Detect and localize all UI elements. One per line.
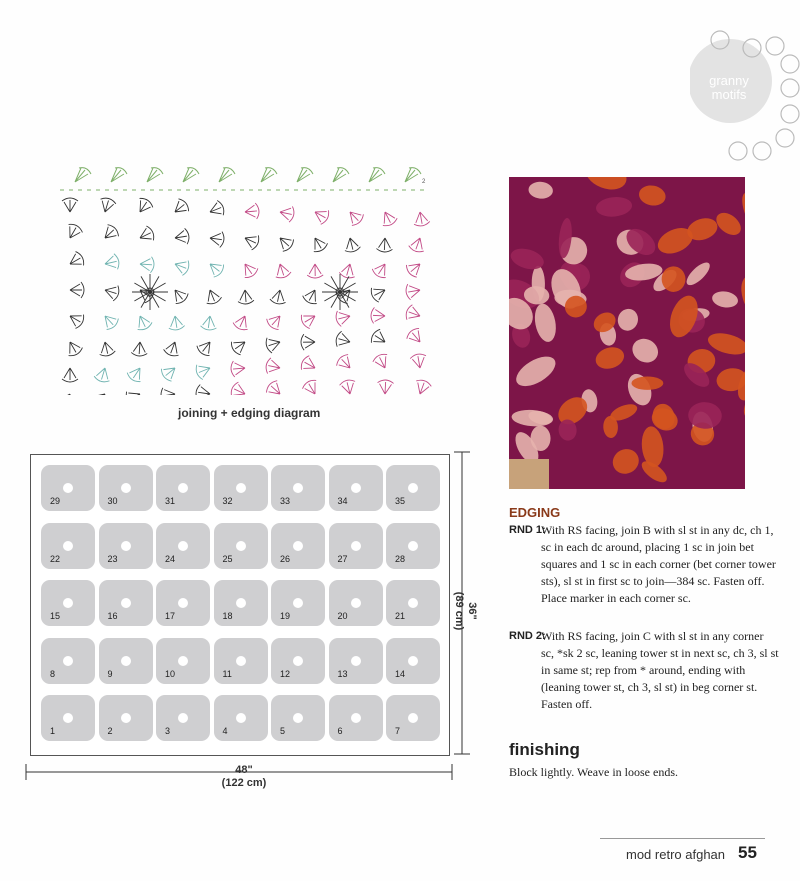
square-number: 11 — [222, 668, 232, 679]
square-center — [178, 598, 188, 608]
round-2-instruction — [509, 627, 779, 713]
square-11 — [214, 638, 268, 684]
square-center — [236, 483, 246, 493]
height-cm: (89 cm) — [453, 591, 465, 631]
square-30 — [99, 465, 153, 511]
width-cm: (122 cm) — [221, 777, 267, 789]
square-22 — [41, 523, 95, 569]
square-number: 12 — [280, 668, 291, 679]
square-center — [351, 713, 361, 723]
square-number: 33 — [280, 496, 291, 506]
square-17 — [156, 580, 210, 626]
square-number: 13 — [337, 668, 348, 679]
square-27 — [329, 523, 383, 569]
square-number: 21 — [395, 611, 406, 621]
page-number: 55 — [738, 843, 757, 862]
square-number: 14 — [395, 668, 406, 679]
square-center — [236, 541, 246, 551]
square-20 — [329, 580, 383, 626]
square-23 — [99, 523, 153, 569]
footer-rule — [600, 838, 765, 839]
square-5 — [271, 695, 325, 741]
square-center — [293, 656, 303, 666]
square-center — [236, 713, 246, 723]
square-19 — [271, 580, 325, 626]
square-14 — [386, 638, 440, 684]
square-28 — [386, 523, 440, 569]
square-center — [63, 656, 73, 666]
square-center — [351, 598, 361, 608]
afghan-layout-diagram — [30, 454, 450, 756]
square-4 — [214, 695, 268, 741]
width-dimension — [214, 764, 274, 790]
square-2 — [99, 695, 153, 741]
square-10 — [156, 638, 210, 684]
square-34 — [329, 465, 383, 511]
square-center — [408, 656, 418, 666]
square-1 — [41, 695, 95, 741]
diagram-caption: joining + edging diagram — [178, 406, 321, 420]
square-center — [351, 483, 361, 493]
square-31 — [156, 465, 210, 511]
finishing-heading: finishing — [509, 740, 580, 759]
square-number: 31 — [165, 496, 176, 506]
square-center — [63, 713, 73, 723]
square-number: 9 — [107, 668, 113, 679]
square-center — [63, 598, 73, 608]
square-center — [178, 713, 188, 723]
square-12 — [271, 638, 325, 684]
square-center — [408, 598, 418, 608]
round-2-label: RND 2: — [509, 630, 546, 642]
badge-line-1: granny — [709, 73, 749, 88]
square-number: 16 — [107, 611, 118, 621]
square-number: 22 — [50, 553, 61, 564]
square-number: 17 — [165, 611, 176, 621]
square-number: 32 — [222, 496, 233, 506]
square-25 — [214, 523, 268, 569]
square-center — [121, 598, 131, 608]
square-center — [293, 483, 303, 493]
square-number: 19 — [280, 611, 291, 621]
square-15 — [41, 580, 95, 626]
diagram-end-marker: 2 — [422, 179, 426, 185]
square-24 — [156, 523, 210, 569]
width-inches: 48" — [235, 764, 253, 776]
round-2-text: With RS facing, join C with sl st in any corner sc, *sk 2 sc, leaning tower st in next sc, ch 3, sl st in same st; rep from * around, ending with (leaning tower st, ch 3, sl st) in beg corner st. Fasten off. — [541, 629, 779, 711]
square-center — [293, 541, 303, 551]
square-center — [351, 656, 361, 666]
square-center — [63, 541, 73, 551]
square-number: 28 — [395, 553, 406, 564]
square-center — [408, 713, 418, 723]
square-number: 20 — [337, 611, 348, 621]
square-6 — [329, 695, 383, 741]
square-13 — [329, 638, 383, 684]
square-7 — [386, 695, 440, 741]
square-center — [408, 483, 418, 493]
square-21 — [386, 580, 440, 626]
square-number: 4 — [222, 726, 228, 736]
square-number: 1 — [50, 726, 56, 736]
square-8 — [41, 638, 95, 684]
square-number: 15 — [50, 611, 61, 621]
square-center — [351, 541, 361, 551]
round-1-instruction — [509, 521, 779, 607]
square-3 — [156, 695, 210, 741]
square-center — [121, 483, 131, 493]
square-center — [121, 656, 131, 666]
square-center — [293, 598, 303, 608]
badge-line-2: motifs — [711, 87, 747, 102]
round-1-label: RND 1: — [509, 524, 546, 536]
square-number: 23 — [107, 553, 118, 564]
square-center — [236, 598, 246, 608]
square-29 — [41, 465, 95, 511]
edging-heading: EDGING — [509, 505, 561, 520]
afghan-closeup-photo — [509, 177, 745, 489]
footer-title: mod retro afghan — [626, 847, 726, 862]
joining-edging-diagram — [55, 160, 440, 395]
square-number: 5 — [280, 726, 286, 736]
square-18 — [214, 580, 268, 626]
square-26 — [271, 523, 325, 569]
square-center — [178, 656, 188, 666]
square-number: 3 — [165, 726, 171, 736]
finishing-text: Block lightly. Weave in loose ends. — [509, 765, 679, 779]
square-number: 25 — [222, 553, 233, 564]
square-number: 30 — [107, 496, 118, 506]
round-1-text: With RS facing, join B with sl st in any dc, ch 1, sc in each dc around, placing 1 sc in join bet squares and 1 sc in each corner (bet corner tower sts), sl st in first sc to join—384 sc. Fasten off. Place marker in each corner sc. — [541, 523, 776, 605]
square-32 — [214, 465, 268, 511]
square-center — [293, 713, 303, 723]
square-number: 27 — [337, 553, 348, 564]
square-center — [408, 541, 418, 551]
square-center — [178, 483, 188, 493]
square-16 — [99, 580, 153, 626]
square-number: 10 — [165, 668, 176, 679]
square-number: 6 — [337, 726, 343, 736]
square-33 — [271, 465, 325, 511]
height-dimension — [452, 576, 478, 646]
square-number: 8 — [50, 668, 56, 679]
square-center — [121, 713, 131, 723]
square-center — [178, 541, 188, 551]
square-number: 35 — [395, 496, 406, 506]
square-number: 26 — [280, 553, 291, 564]
square-center — [236, 656, 246, 666]
square-35 — [386, 465, 440, 511]
square-number: 34 — [337, 496, 348, 506]
badge-label — [694, 74, 764, 102]
square-number: 18 — [222, 611, 233, 621]
square-number: 24 — [165, 553, 176, 564]
height-inches: 36" — [466, 602, 478, 620]
square-number: 29 — [50, 496, 61, 506]
square-number: 2 — [107, 726, 113, 736]
square-center — [121, 541, 131, 551]
square-9 — [99, 638, 153, 684]
square-number: 7 — [395, 726, 401, 736]
square-center — [63, 483, 73, 493]
